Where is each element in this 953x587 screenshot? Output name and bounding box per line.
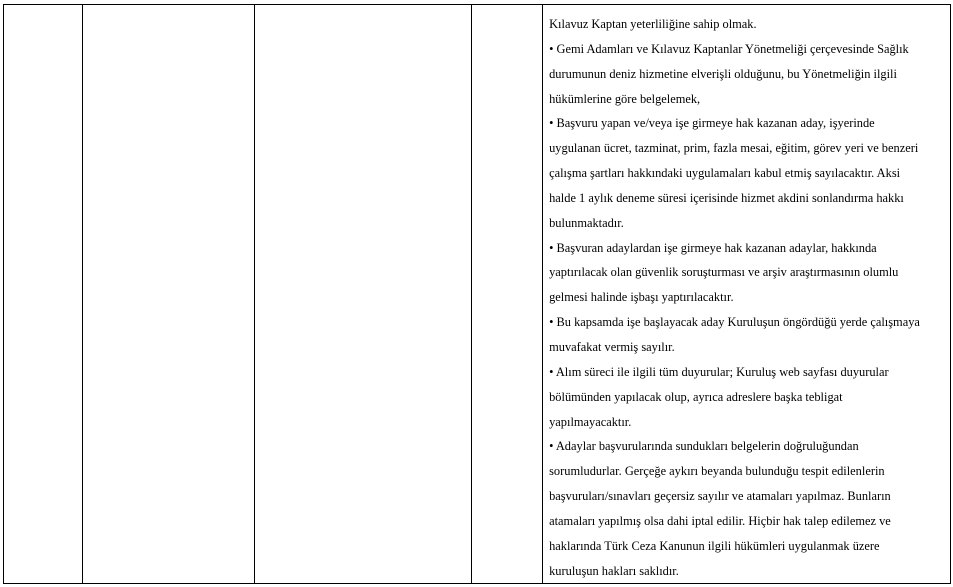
requirements-line: uygulanan ücret, tazminat, prim, fazla mesai, eğitim, görev yeri ve benzeri — [549, 141, 919, 156]
empty-cell-3 — [254, 5, 471, 584]
requirements-line: • Adaylar başvurularında sundukları belgelerin doğruluğundan — [549, 439, 859, 454]
requirements-line: • Başvuru yapan ve/veya işe girmeye hak kazanan aday, işyerinde — [549, 116, 875, 131]
requirements-line: başvuruları/sınavları geçersiz sayılır ve atamaları yapılmaz. Bunların — [549, 489, 891, 504]
requirements-line: durumunun deniz hizmetine elverişli olduğunu, bu Yönetmeliğin ilgili — [549, 66, 897, 81]
requirements-line: muvafakat vermiş sayılır. — [549, 339, 675, 354]
empty-cell-2 — [83, 5, 254, 584]
requirements-cell — [543, 5, 951, 584]
requirements-line: atamaları yapılmış olsa dahi iptal edilir. Hiçbir hak talep edilemez ve — [549, 513, 891, 528]
requirements-line: • Alım süreci ile ilgili tüm duyurular; Kuruluş web sayfası duyurular — [549, 364, 889, 379]
requirements-line: bulunmaktadır. — [549, 215, 624, 230]
empty-cell-4 — [471, 5, 542, 584]
requirements-line: yaptırılacak olan güvenlik soruşturması ve arşiv araştırmasının olumlu — [549, 265, 899, 280]
requirements-line: gelmesi halinde işbaşı yaptırılacaktır. — [549, 290, 734, 305]
document-table — [3, 4, 951, 584]
requirements-line: • Gemi Adamları ve Kılavuz Kaptanlar Yönetmeliği çerçevesinde Sağlık — [549, 41, 909, 56]
requirements-line: sorumludurlar. Gerçeğe aykırı beyanda bulunduğu tespit edilenlerin — [549, 464, 885, 479]
requirements-line: haklarında Türk Ceza Kanunun ilgili hükümleri uygulanmak üzere — [549, 538, 880, 553]
empty-cell-1 — [4, 5, 83, 584]
requirements-line: kuruluşun hakları saklıdır. — [549, 563, 679, 578]
requirements-line: bölümünden yapılacak olup, ayrıca adreslere başka tebligat — [549, 389, 843, 404]
requirements-line: çalışma şartları hakkındaki uygulamaları kabul etmiş sayılacaktır. Aksi — [549, 166, 901, 181]
requirements-line: yapılmayacaktır. — [549, 414, 632, 429]
requirements-line: hükümlerine göre belgelemek, — [549, 91, 701, 106]
requirements-line: • Bu kapsamda işe başlayacak aday Kuruluşun öngördüğü yerde çalışmaya — [549, 315, 920, 330]
requirements-line: Kılavuz Kaptan yeterliliğine sahip olmak. — [549, 17, 757, 31]
requirements-line: halde 1 aylık deneme süresi içerisinde hizmet akdini sonlandırma hakkı — [549, 190, 904, 205]
requirements-text — [543, 5, 950, 583]
requirements-line: • Başvuran adaylardan işe girmeye hak kazanan adaylar, hakkında — [549, 240, 877, 255]
table-row — [4, 5, 951, 584]
